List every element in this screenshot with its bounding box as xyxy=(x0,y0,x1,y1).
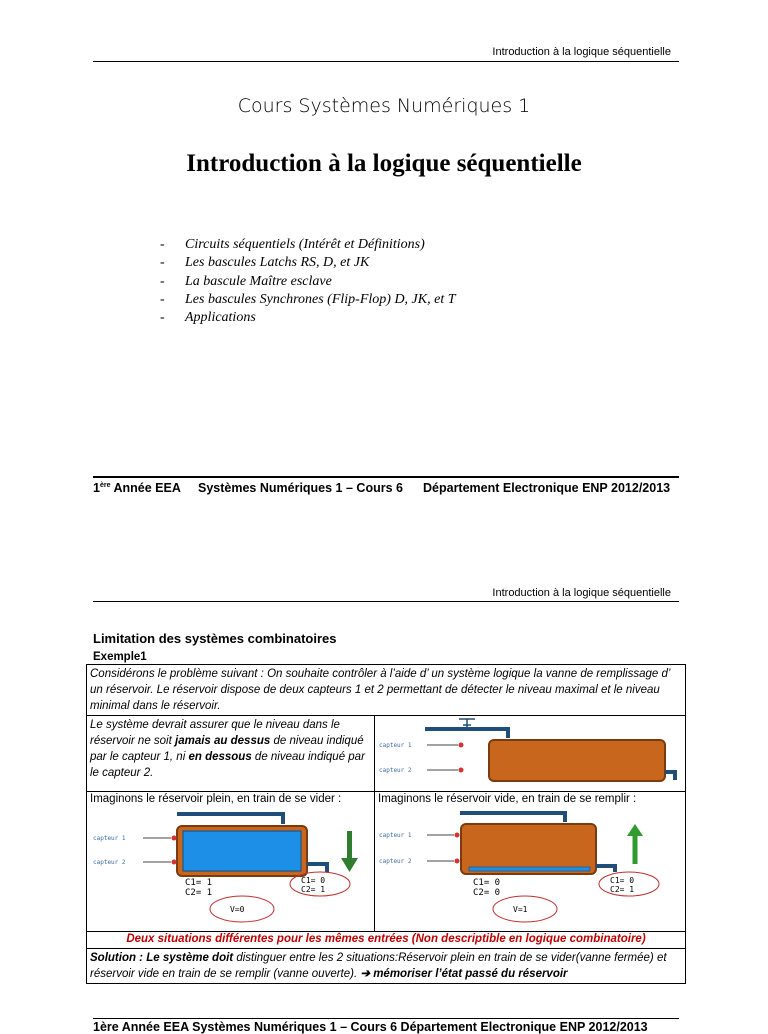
topic-item: - La bascule Maître esclave xyxy=(160,273,456,291)
tank-diagram xyxy=(375,716,685,788)
requirement-cell: Le système devrait assurer que le niveau dans le réservoir ne soit jamais au dessus de niveau indiqué par le capteur 1, ni en dessous de niveau indiqué par le capteur 2. xyxy=(87,716,375,792)
page2-running-header: Introduction à la logique séquentielle xyxy=(492,587,671,599)
topic-item: - Circuits séquentiels (Intérêt et Définitions) xyxy=(160,236,456,254)
water-full xyxy=(183,831,301,871)
footer-year: 1ère Année EEA xyxy=(93,481,181,495)
red-note: Deux situations différentes pour les mêmes entrées (Non descriptible en logique combinatoire) xyxy=(87,932,686,949)
problem-statement: Considérons le problème suivant : On souhaite contrôler à l’aide d’ un système logique la vanne de remplissage d’ un réservoir. Le réservoir dispose de deux capteurs 1 et 2 permettant de détecter le niveau maximal et le niveau minimal dans le réservoir. xyxy=(87,665,686,716)
example-title: Exemple1 xyxy=(93,651,147,663)
sensor-1-label: capteur 1 xyxy=(379,742,412,749)
sensor-1-dot xyxy=(459,743,464,748)
topic-list xyxy=(160,236,456,327)
topic-item: - Les bascules Synchrones (Flip-Flop) D, JK, et T xyxy=(160,291,456,309)
arrow-down-icon xyxy=(341,831,358,872)
full-tank-diagram xyxy=(87,806,372,928)
page1-running-header: Introduction à la logique séquentielle xyxy=(492,46,671,58)
svg-text:C2= 1: C2= 1 xyxy=(301,885,326,894)
example-table xyxy=(86,664,686,984)
page2-header-rule xyxy=(93,601,679,602)
svg-text:V=1: V=1 xyxy=(513,905,528,914)
full-tank-cell xyxy=(87,792,375,932)
tank xyxy=(489,740,665,781)
tank-diagram-cell xyxy=(375,716,686,792)
course-title: Cours Systèmes Numériques 1 xyxy=(237,95,531,117)
tank xyxy=(461,824,596,874)
valve-icon xyxy=(459,719,475,728)
full-tank-caption: Imaginons le réservoir plein, en train de se vider : xyxy=(90,793,342,805)
svg-text:C2= 0: C2= 0 xyxy=(473,888,501,898)
water-low xyxy=(469,867,590,871)
page1-footer-rule xyxy=(93,476,679,478)
section-title: Limitation des systèmes combinatoires xyxy=(93,631,337,646)
empty-tank-caption: Imaginons le réservoir vide, en train de se remplir : xyxy=(378,793,637,805)
svg-text:C2= 1: C2= 1 xyxy=(610,885,635,894)
svg-text:capteur 2: capteur 2 xyxy=(93,859,126,866)
sensor-2-dot xyxy=(459,768,464,773)
page-title: Introduction à la logique séquentielle xyxy=(186,150,582,177)
page2-footer-rule xyxy=(93,1018,679,1019)
svg-text:capteur 2: capteur 2 xyxy=(379,858,412,865)
svg-text:C1= 0: C1= 0 xyxy=(473,878,501,888)
page2-footer-partial: 1ère Année EEA Systèmes Numériques 1 – Cours 6 Département Electronique ENP 2012/2013 xyxy=(93,1020,648,1034)
svg-text:C1= 0: C1= 0 xyxy=(301,876,326,885)
c1-reading: C1= 1 xyxy=(185,878,213,888)
svg-text:C1= 0: C1= 0 xyxy=(610,876,635,885)
svg-text:capteur 1: capteur 1 xyxy=(379,832,412,839)
inlet-pipe xyxy=(425,729,508,738)
solution-cell: Solution : Le système doit distinguer entre les 2 situations:Réservoir plein en train de se vider(vanne fermée) et réservoir vide en train de se remplir (vanne ouverte). ➔ mémoriser l’état passé du réservoir xyxy=(87,949,686,984)
topic-item: - Les bascules Latchs RS, D, et JK xyxy=(160,254,456,272)
empty-tank-cell xyxy=(375,792,686,932)
sensor-2-label: capteur 2 xyxy=(379,767,412,774)
topic-item: - Applications xyxy=(160,309,456,327)
footer-course: Systèmes Numériques 1 – Cours 6 xyxy=(198,481,403,495)
empty-tank-diagram xyxy=(375,806,685,928)
page1-header-rule xyxy=(93,61,679,62)
outlet-pipe xyxy=(665,772,675,780)
svg-text:capteur 1: capteur 1 xyxy=(93,835,126,842)
valve-state: V=0 xyxy=(230,905,245,914)
footer-department: Département Electronique ENP 2012/2013 xyxy=(423,481,671,495)
c2-reading: C2= 1 xyxy=(185,888,213,898)
arrow-up-icon xyxy=(627,824,643,864)
